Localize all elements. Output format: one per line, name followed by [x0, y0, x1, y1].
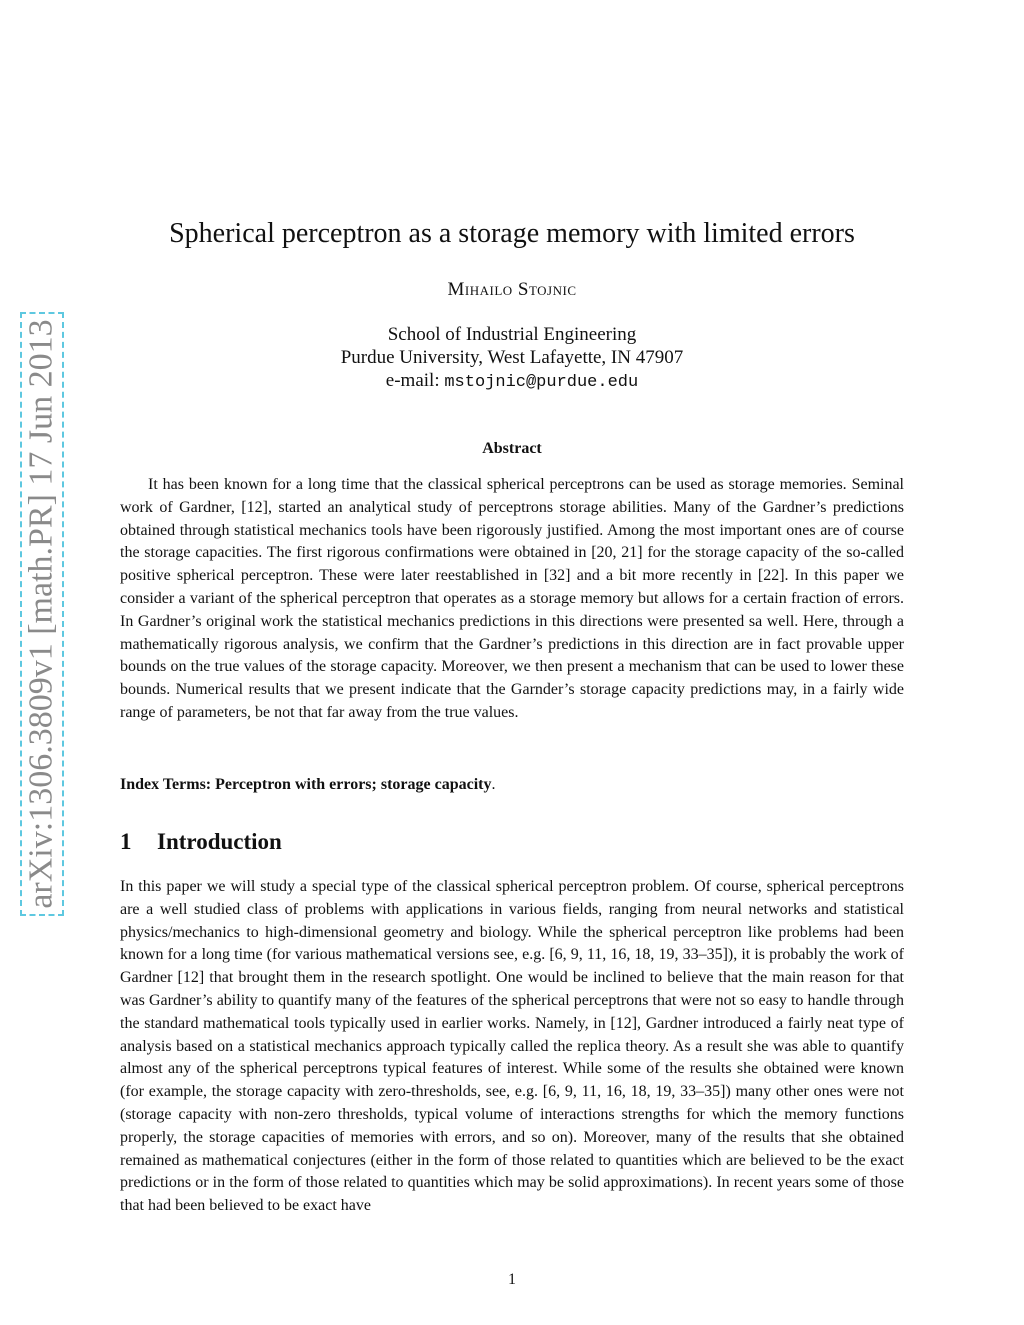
email-line — [120, 369, 904, 394]
index-terms-period: . — [491, 776, 496, 793]
email-label: e-mail: — [385, 370, 440, 391]
affiliation-block — [120, 323, 904, 394]
index-terms-label: Index Terms: — [120, 776, 212, 793]
index-terms — [120, 776, 904, 794]
section-title: Introduction — [157, 829, 282, 854]
arxiv-identifier: arXiv:1306.3809v1 [math.PR] 17 Jun 2013 — [23, 319, 60, 909]
arxiv-watermark — [20, 312, 64, 916]
affiliation-line-2: Purdue University, West Lafayette, IN 47907 — [340, 347, 684, 368]
section-number: 1 — [120, 829, 132, 854]
author-name: Mihailo Stojnic — [447, 279, 577, 300]
index-terms-list: Perceptron with errors; storage capacity — [215, 776, 492, 793]
paper-title: Spherical perceptron as a storage memory with limited errors — [169, 218, 855, 249]
abstract-heading: Abstract — [482, 440, 542, 457]
abstract-text: It has been known for a long time that the classical spherical perceptrons can be used as storage memories. Seminal work of Gardner, [12], started an analytical study of perceptrons storage abilities. Many of the Gardner’s predictions obtained through statistical mechanics tools have been rigorously justified. Among the most important ones are of course the storage capacities. The first rigorous confirmations were obtained in [20, 21] for the storage capacity of the so-called positive spherical perceptron. These were later reestablished in [32] and a bit more recently in [22]. In this paper we consider a variant of the spherical perceptron that operates as a storage memory but allows for a certain fraction of errors. In Gardner’s original work the statistical mechanics predictions in this directions were presented sa well. Here, through a mathematically rigorous analysis, we confirm that the Gardner’s predictions in this direction are in fact provable upper bounds on the true values of the storage capacity. Moreover, we then present a mechanism that can be used to lower these bounds. Numerical results that we present indicate that the Garnder’s storage capacity predictions may, in a fairly wide range of parameters, be not that far away from the true values. — [120, 476, 904, 721]
introduction-text: In this paper we will study a special type of the classical spherical perceptron problem. Of course, spherical perceptrons are a well studied class of problems with applications in various fields, ranging from neural networks and statistical physics/mechanics to high-dimensional geometry and biology. While the spherical perceptron like problems had been known for a long time (for various mathematical versions see, e.g. [6, 9, 11, 16, 18, 19, 33–35]), it is probably the work of Gardner [12] that brought them in the research spotlight. One would be inclined to believe that the main reason for that was Gardner’s ability to quantify many of the features of the spherical perceptrons that were not so easy to handle through the standard mathematical tools typically used in earlier works. Namely, in [12], Gardner introduced a fairly neat type of analysis based on a statistical mechanics approach typically called the replica theory. As a result she was able to quantify almost any of the spherical perceptrons typical features of interest. While some of the results she obtained were known (for example, the storage capacity with zero-thresholds, see, e.g. [6, 9, 11, 16, 18, 19, 33–35]) many other ones were not (storage capacity with non-zero thresholds, typical volume of interactions strengths for which the memory functions properly, the storage capacities of memories with errors, and so on). Moreover, many of the results that she obtained remained as mathematical conjectures (either in the form of those related to quantities which are believed to be the exact predictions or in the form of those related to quantities which may be solid approximations). In recent years some of those that had been believed to be exact have — [120, 878, 904, 1215]
email-address[interactable]: mstojnic@purdue.edu — [444, 373, 639, 392]
affiliation-line-1: School of Industrial Engineering — [387, 324, 637, 345]
section-heading — [120, 829, 904, 855]
page-number: 1 — [508, 1271, 516, 1288]
